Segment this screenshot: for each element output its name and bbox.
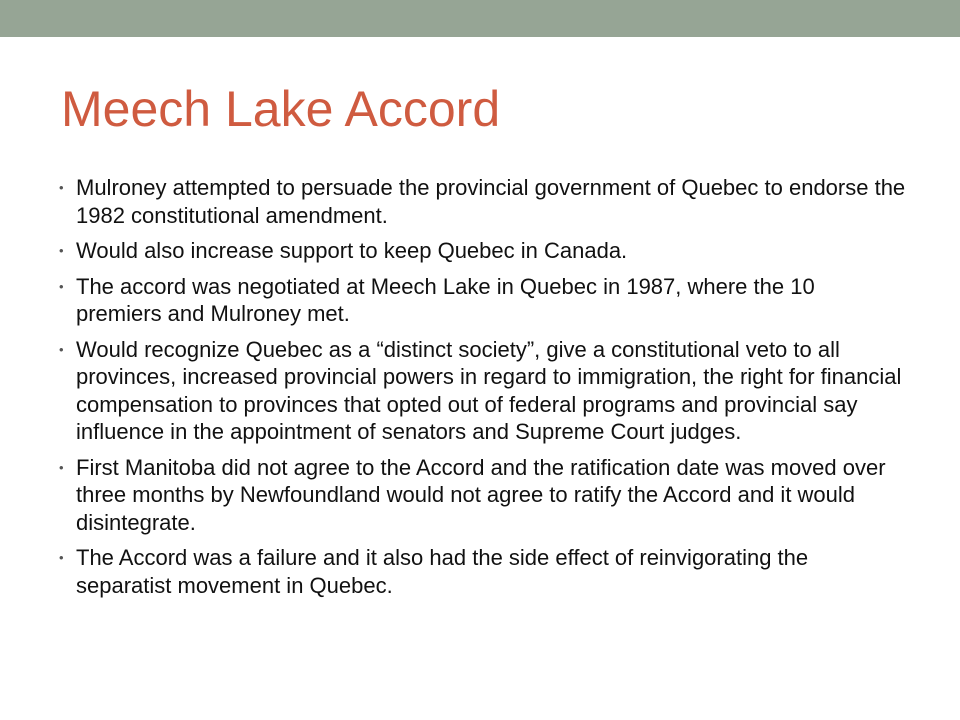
bullet-marker: • [59,459,64,475]
bullet-item [56,273,906,328]
slide-title: Meech Lake Accord [61,81,501,137]
bullet-text: Would recognize Quebec as a “distinct society”, give a constitutional veto to all provinces, increased provincial powers in regard to immigration, the right for financial compensation to provinces that opted out of federal programs and provincial say influence in the appointment of senators and Supreme Court judges. [76,336,902,444]
bullet-marker: • [59,278,64,294]
bullet-text: Would also increase support to keep Quebec in Canada. [76,238,628,263]
bullet-list [56,174,906,607]
bullet-text: The accord was negotiated at Meech Lake in Quebec in 1987, where the 10 premiers and Mulroney met. [76,273,815,326]
bullet-marker: • [59,550,64,565]
bullet-item [56,544,906,599]
bullet-marker: • [59,180,64,195]
bullet-marker: • [59,341,64,357]
top-accent-band [0,0,960,37]
bullet-item [56,237,906,265]
bullet-text: The Accord was a failure and it also had the side effect of reinvigorating the separatist movement in Quebec. [76,545,809,598]
bullet-item [56,454,906,537]
bullet-text: Mulroney attempted to persuade the provincial government of Quebec to endorse the 1982 constitutional amendment. [76,175,906,228]
bullet-text: First Manitoba did not agree to the Accord and the ratification date was moved over three months by Newfoundland would not agree to ratify the Accord and it would disintegrate. [76,454,886,535]
bullet-item [56,336,906,446]
bullet-marker: • [59,243,64,258]
bullet-item [56,174,906,229]
